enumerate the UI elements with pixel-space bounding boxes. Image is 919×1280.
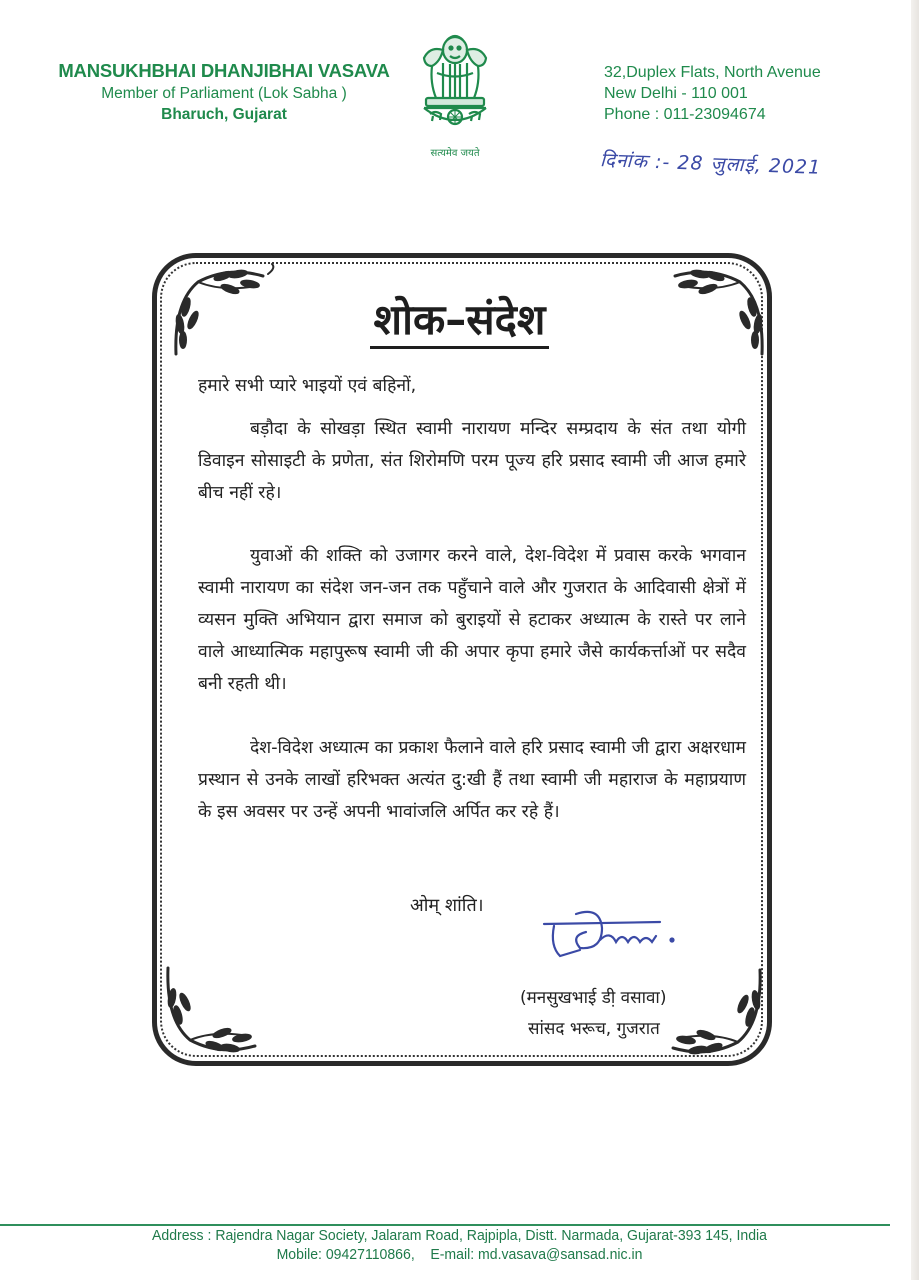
national-emblem	[410, 28, 500, 163]
closing-line: ओम् शांति।	[410, 895, 484, 916]
address-line-1: 32,Duplex Flats, North Avenue	[604, 64, 821, 81]
signatory-name: (मनसुखभाई डी़ वसावा)	[520, 988, 667, 1008]
sender-name: MANSUKHBHAI DHANJIBHAI VASAVA	[58, 60, 390, 81]
ashoka-emblem-icon	[410, 28, 500, 146]
handwritten-date: दिनांक :- 28 जुलाई, 2021	[599, 149, 822, 179]
flourish-bottom-right-icon	[648, 962, 768, 1062]
page-edge-shadow	[911, 0, 919, 1280]
address-line-2: New Delhi - 110 001	[604, 85, 748, 102]
salutation: हमारे सभी प्यारे भाइयों एवं बहिनों,	[198, 376, 417, 396]
sender-role: Member of Parliament (Lok Sabha )	[101, 85, 347, 102]
paragraph-1: बड़ौदा के सोखड़ा स्थित स्वामी नारायण मन्दिर सम्प्रदाय के संत तथा योगी डिवाइन सोसाइटी के प्रणेता, संत शिरोमणि परम पूज्य हरि प्रसाद स्वामी जी आज हमारे बीच नहीं रहे।	[198, 419, 746, 503]
paragraph-3: देश-विदेश अध्यात्म का प्रकाश फैलाने वाले हरि प्रसाद स्वामी जी द्वारा अक्षरधाम प्रस्थान से उनके लाखों हरिभक्त अत्यंत दु:खी हैं तथा स्वामी जी महाराज के महाप्रयाण के इस अवसर पर उन्हें अपनी भावांजलि अर्पित कर रहे हैं।	[198, 738, 746, 822]
letterhead-sender	[40, 60, 408, 124]
sender-constituency: Bharuch, Gujarat	[161, 106, 287, 123]
letter-title	[0, 290, 919, 347]
signature	[540, 906, 720, 966]
footer-mobile-email: Mobile: 09427110866, E-mail: md.vasava@sansad.nic.in	[276, 1247, 643, 1263]
paragraph-2: युवाओं की शक्ति को उजागर करने वाले, देश-विदेश में प्रवास करके भगवान स्वामी नारायण का संदेश जन-जन तक पहुँचाने वाले और गुजरात के आदिवासी क्षेत्रों में व्यसन मुक्ति अभियान द्वारा समाज को बुराइयों से हटाकर अध्यात्म के रास्ते पर लाने वाले आध्यात्मिक महापुरूष स्वामी जी की अपार कृपा हमारे जैसे कार्यकर्त्ताओं पर सदैव बनी रहती थी।	[198, 546, 746, 694]
footer-contact	[14, 1227, 905, 1265]
letter-title-text: शोक–संदेश	[370, 295, 550, 349]
signature-scribble-icon	[540, 906, 720, 966]
phone-line: Phone : 011-23094674	[604, 106, 766, 123]
letterhead-address	[604, 62, 821, 125]
signatory-title: सांसद भरूच, गुजरात	[528, 1019, 660, 1039]
footer-divider	[0, 1224, 890, 1226]
emblem-motto: सत्यमेव जयते	[430, 148, 480, 159]
footer-address: Address : Rajendra Nagar Society, Jalaram Road, Rajpipla, Distt. Narmada, Gujarat-393 145, India	[151, 1228, 767, 1244]
flourish-bottom-left-icon	[160, 960, 280, 1060]
